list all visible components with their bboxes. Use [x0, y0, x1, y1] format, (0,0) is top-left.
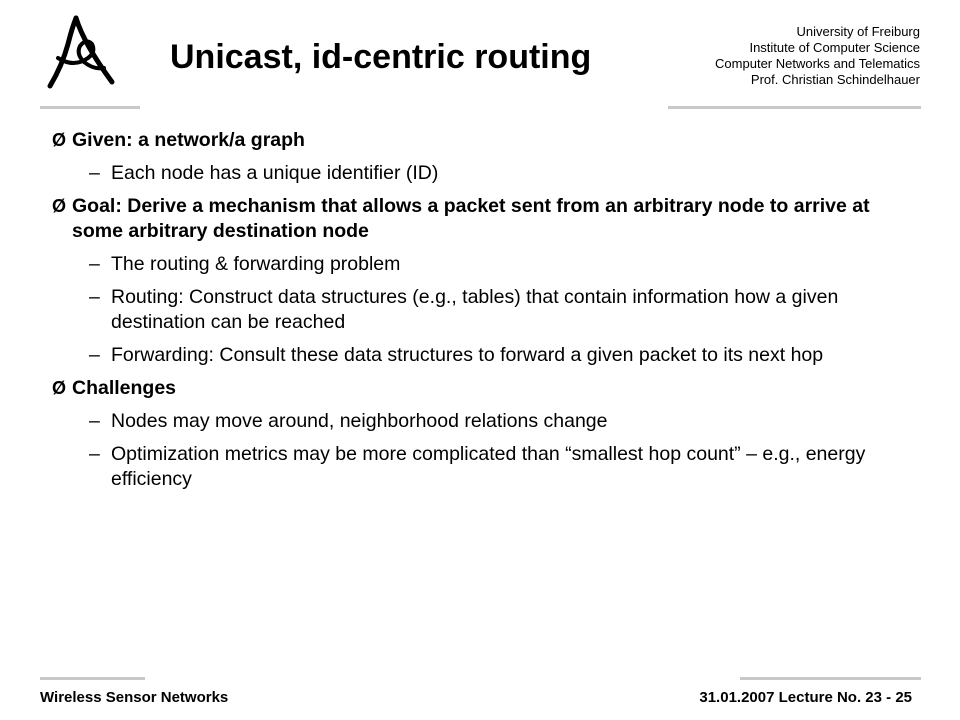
- sub-item: [89, 442, 922, 492]
- footer-rule-left: [40, 677, 145, 680]
- affiliation-line: Computer Networks and Telematics: [715, 56, 920, 71]
- arrow-bullet-icon: Ø: [52, 196, 67, 216]
- bullet-text: Given: a network/a graph: [72, 129, 305, 151]
- dash-marker: –: [89, 410, 100, 432]
- bullet-item: [52, 128, 922, 153]
- sub-item: [89, 161, 922, 186]
- sub-text: Each node has a unique identifier (ID): [111, 162, 439, 184]
- bullet-item: [52, 376, 922, 401]
- footer-course: Wireless Sensor Networks: [40, 689, 229, 706]
- affiliation-line: University of Freiburg: [796, 24, 920, 39]
- slide-content: [52, 128, 922, 500]
- arrow-bullet-icon: Ø: [52, 378, 67, 398]
- dash-marker: –: [89, 443, 100, 465]
- bullet-text: Goal: Derive a mechanism that allows a packet sent from an arbitrary node to arrive at some arbitrary destination node: [72, 195, 870, 242]
- sub-text: The routing & forwarding problem: [111, 253, 401, 275]
- sub-text: Nodes may move around, neighborhood relations change: [111, 410, 608, 432]
- affiliation-line: Institute of Computer Science: [749, 40, 920, 55]
- affiliation-block: [715, 24, 920, 88]
- header-rule-right: [668, 106, 921, 109]
- footer-date-lecture: 31.01.2007 Lecture No. 23 - 25: [699, 689, 912, 706]
- sub-item: [89, 343, 922, 368]
- sub-text: Forwarding: Consult these data structures to forward a given packet to its next hop: [111, 344, 824, 366]
- arrow-bullet-icon: Ø: [52, 130, 67, 150]
- sub-text: Optimization metrics may be more complicated than “smallest hop count” – e.g., energy efficiency: [111, 443, 866, 490]
- sub-item: [89, 285, 922, 335]
- freiburg-a-logo-icon: [40, 14, 120, 94]
- dash-marker: –: [89, 344, 100, 366]
- affiliation-line: Prof. Christian Schindelhauer: [750, 72, 920, 87]
- dash-marker: –: [89, 286, 100, 308]
- slide-title: Unicast, id-centric routing: [170, 38, 592, 76]
- footer-rule-right: [740, 677, 921, 680]
- sub-item: [89, 252, 922, 277]
- sub-item: [89, 409, 922, 434]
- bullet-text: Challenges: [72, 377, 177, 399]
- dash-marker: –: [89, 162, 100, 184]
- bullet-item: [52, 194, 922, 244]
- header-rule-left: [40, 106, 140, 109]
- sub-text: Routing: Construct data structures (e.g., tables) that contain information how a given destination can be reached: [111, 286, 839, 333]
- dash-marker: –: [89, 253, 100, 275]
